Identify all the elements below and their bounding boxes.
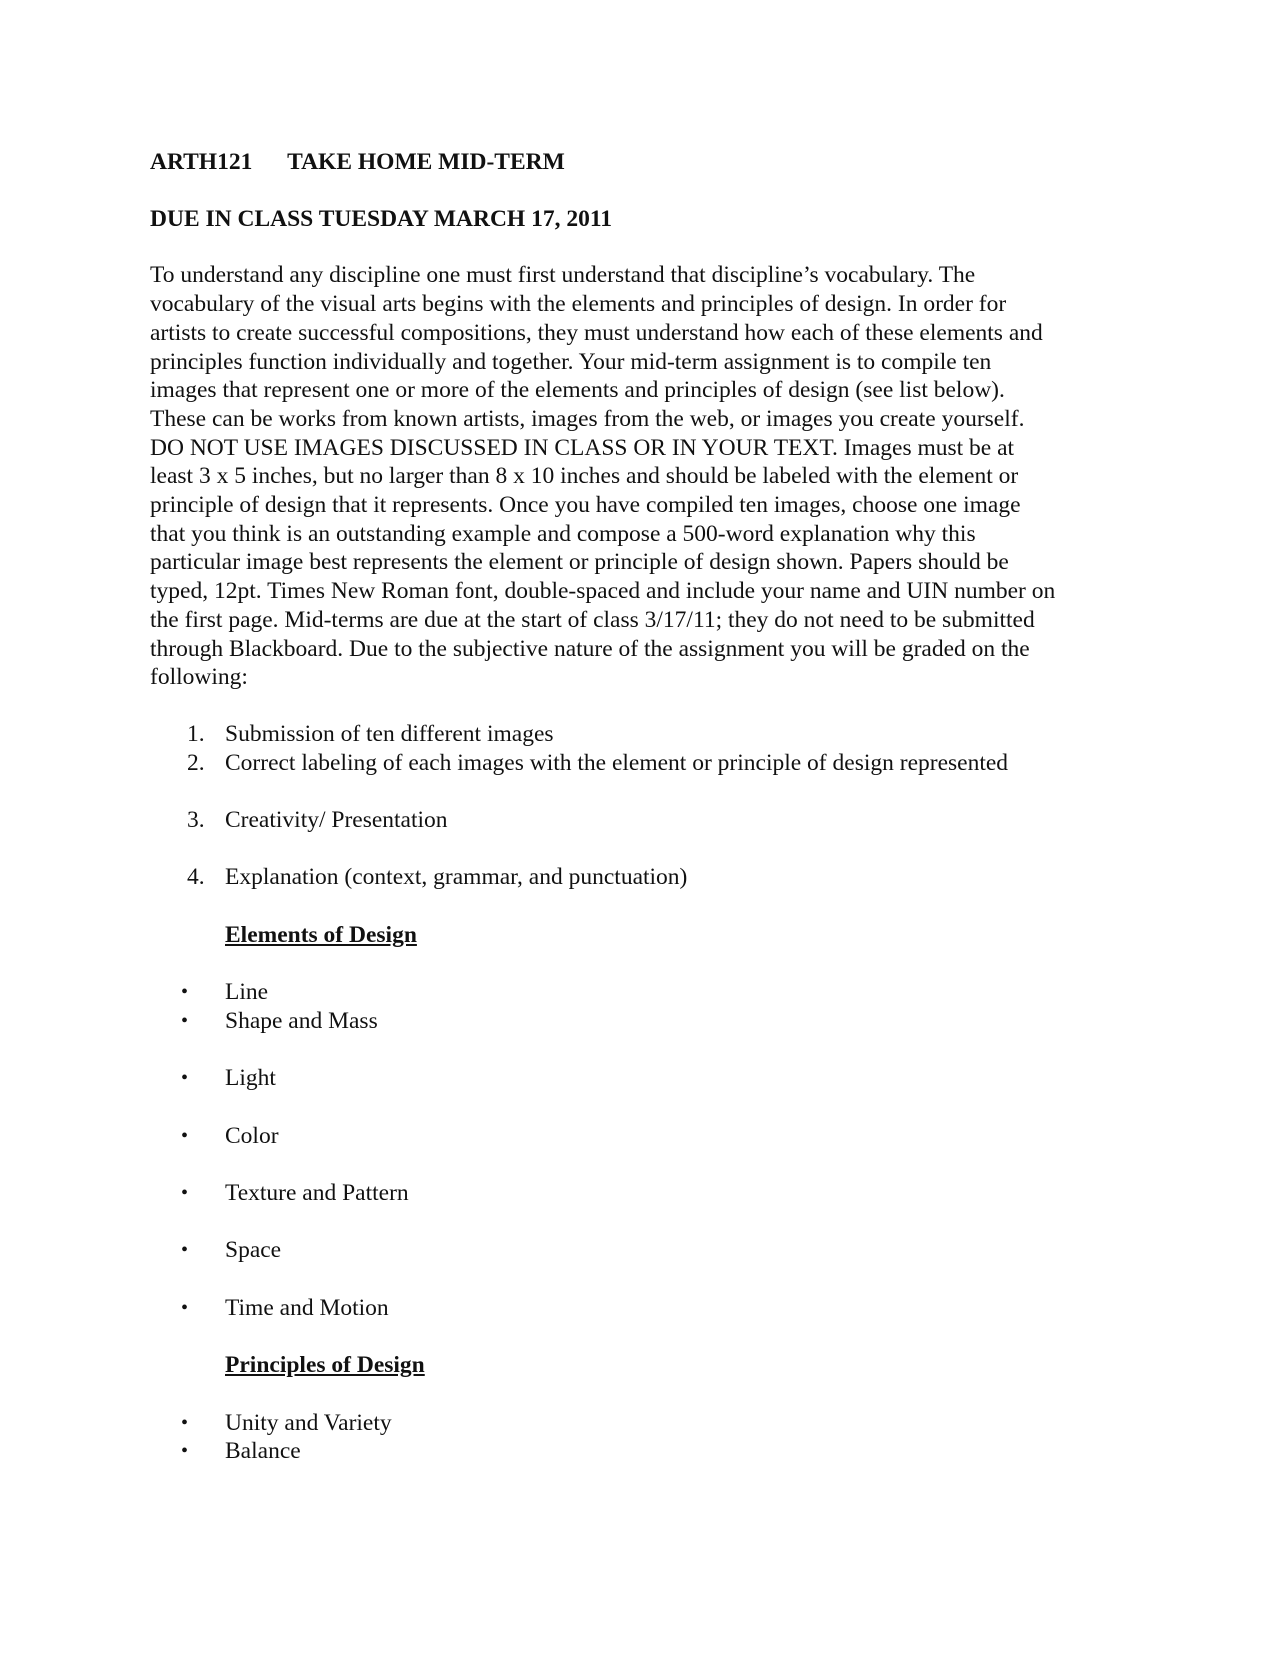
bullet-icon: •	[181, 1067, 189, 1090]
list-item-text: Unity and Variety	[225, 1409, 392, 1436]
criteria-number: 3.	[187, 807, 205, 834]
grading-criteria-list	[150, 720, 1130, 892]
bullet-icon: •	[181, 1440, 189, 1463]
elements-list	[150, 978, 1130, 1322]
paragraph-line: DO NOT USE IMAGES DISCUSSED IN CLASS OR IN YOUR TEXT. Images must be at	[150, 434, 1015, 461]
criteria-item	[150, 749, 1130, 778]
document-page	[150, 148, 1130, 1466]
bullet-icon: •	[181, 1124, 189, 1147]
principles-heading: Principles of Design	[225, 1352, 425, 1379]
paragraph-line: the first page. Mid-terms are due at the start of class 3/17/11; they do not need to be submitted	[150, 606, 1035, 633]
list-item-text: Space	[225, 1237, 282, 1264]
criteria-item	[150, 806, 1130, 835]
paragraph-line: typed, 12pt. Times New Roman font, double-spaced and include your name and UIN number on	[150, 578, 1056, 605]
criteria-number: 4.	[187, 864, 205, 891]
list-item	[150, 1122, 1130, 1151]
list-item-text: Texture and Pattern	[225, 1180, 409, 1207]
criteria-number: 2.	[187, 749, 205, 776]
bullet-icon: •	[181, 981, 189, 1004]
list-item	[150, 978, 1130, 1007]
course-code: ARTH121	[150, 149, 253, 175]
list-item-text: Line	[225, 979, 269, 1006]
paragraph-line: through Blackboard. Due to the subjective nature of the assignment you will be graded on the	[150, 635, 1030, 662]
document-title: TAKE HOME MID-TERM	[287, 149, 565, 175]
paragraph-line: These can be works from known artists, images from the web, or images you create yourself.	[150, 405, 1025, 432]
bullet-icon: •	[181, 1182, 189, 1205]
list-item	[150, 1294, 1130, 1323]
criteria-item	[150, 863, 1130, 892]
bullet-icon: •	[181, 1009, 189, 1032]
list-item	[150, 1236, 1130, 1265]
criteria-text: Submission of ten different images	[225, 720, 554, 747]
criteria-number: 1.	[187, 720, 205, 747]
principles-list	[150, 1409, 1130, 1466]
bullet-icon: •	[181, 1239, 189, 1262]
criteria-item	[150, 720, 1130, 749]
instructions-paragraph	[150, 261, 1130, 692]
list-item	[150, 1179, 1130, 1208]
paragraph-line: principle of design that it represents. Once you have compiled ten images, choose one image	[150, 492, 1021, 519]
list-item-text: Light	[225, 1065, 276, 1092]
criteria-text: Creativity/ Presentation	[225, 807, 448, 834]
paragraph-line: that you think is an outstanding example and compose a 500-word explanation why this	[150, 520, 976, 547]
criteria-text: Explanation (context, grammar, and punctuation)	[225, 864, 688, 891]
list-item-text: Shape and Mass	[225, 1007, 378, 1034]
paragraph-line: artists to create successful compositions, they must understand how each of these elements and	[150, 319, 1043, 346]
course-heading	[150, 148, 1130, 177]
criteria-text: Correct labeling of each images with the element or principle of design represented	[225, 749, 1009, 776]
due-date-heading: DUE IN CLASS TUESDAY MARCH 17, 2011	[150, 205, 613, 232]
paragraph-line: least 3 x 5 inches, but no larger than 8 x 10 inches and should be labeled with the element or	[150, 463, 1019, 490]
paragraph-line: images that represent one or more of the elements and principles of design (see list below).	[150, 377, 1005, 404]
bullet-icon: •	[181, 1296, 189, 1319]
list-item	[150, 1437, 1130, 1466]
bullet-icon: •	[181, 1411, 189, 1434]
paragraph-line: vocabulary of the visual arts begins with the elements and principles of design. In order for	[150, 291, 1007, 318]
paragraph-line: principles function individually and together. Your mid-term assignment is to compile ten	[150, 348, 992, 375]
list-item	[150, 1064, 1130, 1093]
list-item-text: Time and Motion	[225, 1294, 389, 1321]
paragraph-line: following:	[150, 664, 248, 691]
paragraph-line: To understand any discipline one must first understand that discipline’s vocabulary. The	[150, 262, 976, 289]
elements-heading: Elements of Design	[225, 921, 417, 948]
paragraph-line: particular image best represents the element or principle of design shown. Papers should be	[150, 549, 1009, 576]
list-item-text: Color	[225, 1122, 279, 1149]
list-item	[150, 1007, 1130, 1036]
list-item-text: Balance	[225, 1438, 301, 1465]
list-item	[150, 1409, 1130, 1438]
